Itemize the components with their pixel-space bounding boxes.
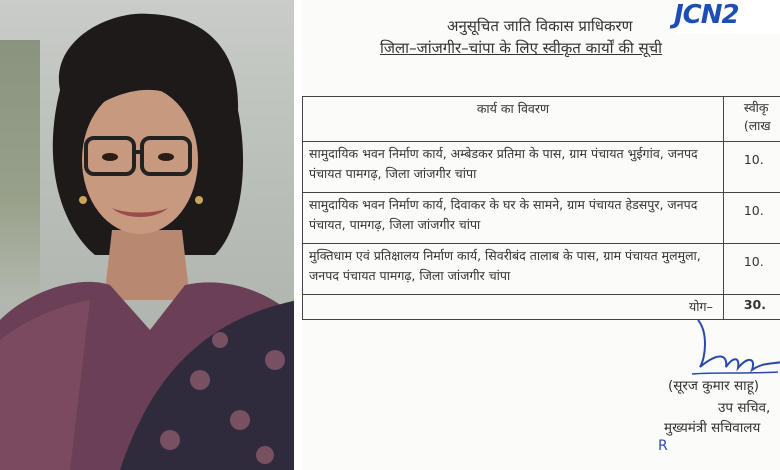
row-amount: 10. bbox=[723, 193, 780, 244]
total-value: 30. bbox=[723, 295, 780, 320]
table-row bbox=[303, 244, 780, 295]
row-description: सामुदायिक भवन निर्माण कार्य, दिवाकर के घर के सामने, ग्राम पंचायत हेडसपुर, जनपद पंचायत, पामगढ़, जिला जांजगीर चांपा bbox=[303, 193, 724, 244]
row-amount: 10. bbox=[723, 244, 780, 295]
total-label: योग– bbox=[303, 295, 724, 320]
brand-logo: JCN2 bbox=[674, 0, 739, 30]
signatory-office: मुख्यमंत्री सचिवालय bbox=[664, 420, 761, 436]
table-row bbox=[303, 193, 780, 244]
table-row bbox=[303, 142, 780, 193]
header-amount bbox=[723, 97, 780, 142]
portrait-photo bbox=[0, 0, 298, 470]
works-table bbox=[302, 96, 780, 320]
panel-divider bbox=[294, 0, 298, 470]
document-title-line2 bbox=[380, 38, 662, 58]
header-description: कार्य का विवरण bbox=[303, 97, 724, 142]
signatory-name: (सूरज कुमार साहू) bbox=[668, 378, 760, 394]
header-amount-line1: स्वीकृ bbox=[743, 100, 769, 115]
portrait-illustration bbox=[0, 0, 298, 470]
initial-mark: R bbox=[658, 438, 668, 454]
row-description: मुक्तिधाम एवं प्रतिक्षालय निर्माण कार्य, सिवरीबंद तालाब के पास, ग्राम पंचायत मुलमुला, जनपद पंचायत पामगढ़, जिला जांजगीर चांपा bbox=[303, 244, 724, 295]
table-header-row bbox=[303, 97, 780, 142]
header-amount-line2: (लाख bbox=[743, 118, 771, 133]
document-title-line2-text: जिला–जांजगीर–चांपा के लिए स्वीकृत कार्यों की सूची bbox=[380, 39, 663, 57]
signatory-role: उप सचिव, bbox=[718, 400, 771, 416]
row-description: सामुदायिक भवन निर्माण कार्य, अम्बेडकर प्रतिमा के पास, ग्राम पंचायत भुईगांव, जनपद पंचायत पामगढ़, जिला जांजगीर चांपा bbox=[303, 142, 724, 193]
row-amount: 10. bbox=[723, 142, 780, 193]
document-title-line1: अनुसूचित जाति विकास प्राधिकरण bbox=[447, 17, 633, 35]
document-panel bbox=[302, 0, 780, 470]
